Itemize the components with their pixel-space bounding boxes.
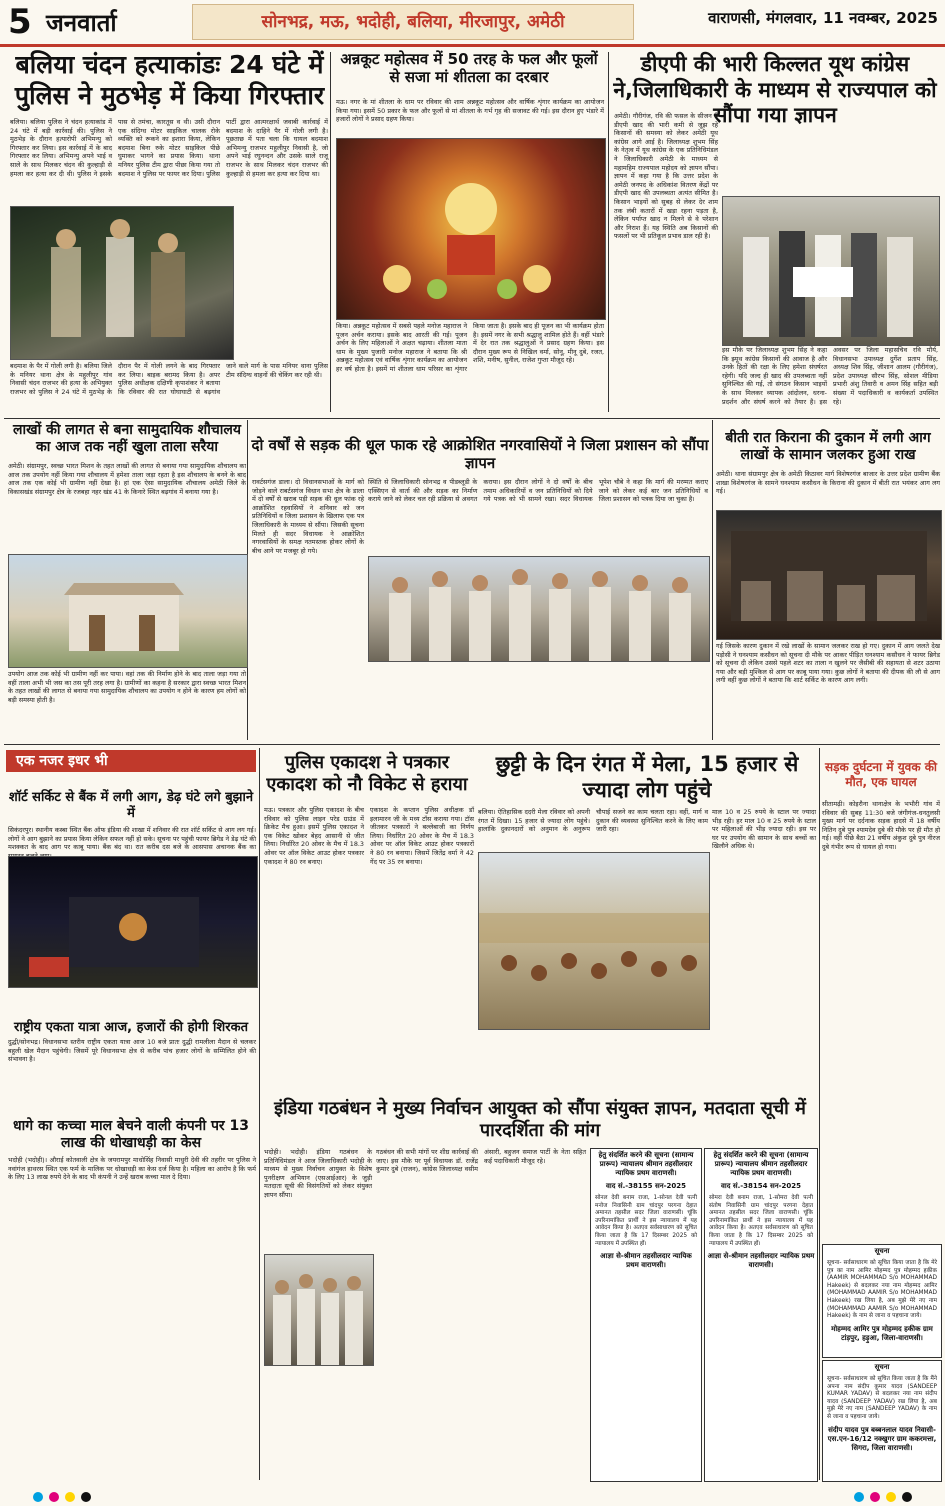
article-body-continued: गठबंधन की सभी मांगों पर शीघ्र कार्रवाई की जाए। इस मौके पर पूर्व विधायक डॉ. राजेंद्र कुमार दुबे (राजन), कांग्रेस जिलाध्यक्ष वसीम अंसारी, बहुजन समाज पार्टी के नेता सहित कई पदाधिकारी मौजूद रहे।: [376, 1148, 586, 1174]
article-body: मऊ। पत्रकार और पुलिस एकादश के बीच रविवार को पुलिस लाइन परेड ग्राउंड में क्रिकेट मैच हुआ। इसमें पुलिस एकादश ने एक विकेट खोकर बेहद आसानी से जीत लिया। निर्धारित 20 ओवर के मैच में 18.3 ओवर पर ऑल विकेट आउट होकर पत्रकार एकादश ने 80 रन बनाए।: [264, 806, 364, 866]
notice-title: हेतु संदर्शित करने की सूचना (सामान्य प्रारूप) न्यायालय श्रीमान तहसीलदार न्यायिक प्रथम वाराणसी।: [713, 1151, 809, 1177]
notice-body: सोनल देवी बनाम राजा, 1-सोनल देवी पत्नी मनोज निवासिनी ग्राम चांदपुर परगना देहात अमानत तहसील सदर जिला वाराणसी। चूंकि उपरिनामांकित प्रार्थी ने इस न्यायालय में यह आवेदन किया है। अतएव सर्वसाधारण को सूचित किया जाता है कि 17 दिसम्बर 2025 को न्यायालय में उपस्थित हों।: [595, 1195, 697, 1247]
notice-title: सूचना: [874, 1363, 890, 1371]
notice-case: वाद सं.-38154 सन-2025: [721, 1182, 801, 1190]
news-photo: [716, 510, 942, 640]
article-body-continued: एकादश के कप्तान पुलिस अधीक्षक डॉ इलामारन जी के मध्य टॉस कराया गया। टॉस जीतकर पत्रकारों ने बल्लेबाजी का निर्णय लिया। निर्धारित 20 ओवर के मैच में 18.3 ओवर पर ऑल विकेट आउट होकर पत्रकारों ने 80 रन बनाया। जिसमें जितेंद्र वर्मा ने 42 गेंद पर 35 रन बनाया।: [370, 806, 474, 866]
article-body: सीतामढ़ी। कोइरौना थानाक्षेत्र के भभौरी गांव में रविवार की सुबह 11:30 बजे जंगीगंज-धनतुलसी मुख्य मार्ग पर दर्दनाक सड़क हादसे में 18 वर्षीय नितिन दुबे पुत्र श्यामदेव दुबे की मौके पर ही मौत हो गई। वहीं पीछे बैठा 21 वर्षीय अंकुश दुबे पुत्र नीरज दुबे गंभीर रूप से घायल हो गया।: [822, 800, 940, 851]
news-photo: [336, 138, 606, 320]
column-rule: [608, 52, 609, 412]
news-photo: [8, 554, 248, 668]
article-body-continued: स्थिति से जिलाधिकारी सोनभद्र व पीडब्लूडी के एक्सिएन से वार्ता की और सड़क का निर्माण कराये जाने को लेकर चल रही प्रक्रिया से अवगत कराया। इस दौरान लोगों ने दो वर्षों के बीच तमाम अधिकारियों व जन प्रतिनिधियों को दिये गये पत्रक को भी सामने रखा। सदर विधायक भूपेश चौबे ने कहा कि मार्ग की मरम्मत कराए जाने को लेकर कई बार जन प्रतिनिधियों व जिला प्रशासन को पत्रक दिया जा चुका है।: [368, 478, 708, 504]
article-body: भदोही (भदोही)। औराई कोतवाली क्षेत्र के जयरामपुर माधोसिंह निवासी माधुरी देवी की तहरीर पर पुलिस ने नवांगंज हाथरस स्थित एक फर्म के मालिक पर धोखाधड़ी का केस दर्ज किया है। महिला का आरोप है कि फर्म के लिए 13 लाख रुपये देने के बाद भी कंपनी ने उन्हें खराब कच्चा माल दे दिया।: [8, 1156, 256, 1182]
page-number: 5: [8, 2, 32, 42]
article-body: रावर्टसगंज डाला। दो विधानसभाओं के मार्ग को जोड़ने वाले राबर्टसगंज विधान सभा क्षेत्र के डाला में दो वर्षों से खराब पड़ी सड़क की धूल फांक रहे आक्रोशित रहवासियों ने शनिवार को जन प्रतिनिधियों व जिला प्रशासन के खिलाफ एक पत्र जिलाधिकारी के माध्यम से सौंपा। जिसकी सूचना मिलते ही सदर विधायक ने आक्रोशित नगरवासियों के समक्ष नतमस्तक होकर लोगों के बीच आने पर मजबूर हो गये।: [252, 478, 364, 555]
article-body-continued: इस मौके पर जिलाध्यक्ष शुभम सिंह ने कहा कि झ्यूथ कांग्रेस किसानों की आवाज है और उनके हितों की रक्षा के लिए हमेशा संघर्षरत रहेगी। यदि जल्द ही खाद की उपलब्धता नहीं सुनिश्चित की गई, तो संगठन किसान भाइयों के साथ मिलकर व्यापक आंदोलन, धरना-प्रदर्शन और संघर्ष करने को तैयार है। इस अवसर पर जिला महासचिव रवि मौर्य, विधानसभा उपाध्यक्ष दुर्गेश प्रताप सिंह, अध्यक्ष शिव सिंह, जीशान आलम (गौरीगंज), प्रदेश उपाध्यक्ष सौरभ सिंह, सोशल मीडिया प्रभारी अंशु तिवारी व अमन सिंह सहित बड़ी संख्या में पदाधिकारी व कार्यकर्ता उपस्थित रहे।: [722, 346, 938, 406]
article-body: अमेठी। थाना संग्रामपुर क्षेत्र के अमेठी किठावर मार्ग विशेषरगंज बाजार के उत्तर प्रदेश ग्रामीण बैंक शाखा विशेषरगंज के सामने घनश्याम कसौधन के किराना की दुकान में बीती रात भयंकर आग लग गई।: [716, 470, 940, 496]
article-headline: धागे का कच्चा माल बेचने वाली कंपनी पर 13 लाख की धोखाधड़ी का केस: [13, 1118, 249, 1152]
article-headline: राष्ट्रीय एकता यात्रा आज, हजारों की होगी शिरकत: [14, 1020, 248, 1035]
article-body-side: [264, 1368, 372, 1480]
district-list: सोनभद्र, मऊ, भदोही, बलिया, मीरजापुर, अमेठी: [261, 12, 565, 32]
memorandum-photo-graphic: [723, 197, 939, 345]
burnt-shop-graphic: [717, 511, 941, 639]
article-body: अमेठी। गौरीगंज, रवि की फसल के सीजन में डीएपी खाद की भारी कमी से जूझ रहे किसानों की समस्या को लेकर अमेठी यूथ कांग्रेस आगे आई है। जिलाध्यक्ष शुभम सिंह के नेतृत्व में यूथ कांग्रेस के एक प्रतिनिधिमंडल ने जिलाधिकारी अमेठी के माध्यम से महामहिम राज्यपाल महोदय को ज्ञापन सौंपा। ज्ञापन में कहा गया है कि उत्तर प्रदेश के अमेठी जनपद के अधिकांश वितरण केंद्रों पर डीएपी खाद की उपलब्धता अत्यंत सीमित है। किसान भाइयों को सुबह से लेकर देर शाम तक लंबी कतारों में खड़ा रहना पड़ता है, लेकिन पर्याप्त खाद न मिलने से वे परेशान और निराश हैं। यह स्थिति अब किसानों की फसलों पर भी प्रतिकूल प्रभाव डाल रही है।: [614, 112, 718, 241]
news-photo: [478, 852, 710, 1030]
column-rule: [259, 748, 260, 1480]
temple-photo-graphic: [337, 139, 605, 319]
police-photo-graphic: [11, 207, 233, 359]
notice-body: सूचना- सर्वसाधारण को सूचित किया जाता है कि मेरे पुत्र का नाम आमिर मोहम्मद पुत्र मोहम्मद हकीक (AAMIR MOHAMMAD S/o MOHAMMAD Hakeek) से बदलकर नया नाम मोहम्मद आमिर (MOHAMMAD AAMIR S/o MOHAMMAD Hakeek) रख लिया है, अब मुझे मेरे नए नाम (MOHAMMAD AAMIR S/o MOHAMMAD Hakeek) के नाम से जाना व पहचाना जाये।: [827, 1260, 937, 1320]
news-photo: [368, 556, 710, 662]
article-body-side: [478, 1030, 708, 1094]
bank-fire-night-graphic: [9, 857, 257, 987]
article-body: दुद्धी/सोनभद्र। विधानसभा स्तरीय राष्ट्रीय एकता यात्रा आज 10 बजे प्रातः दुद्धी रामलीला मैदान से चलकर बहुली खेल मैदान पहुंचेगी। जिसमें पूरे विधानसभा क्षेत्र से करीब पांच हजार लोगों के सम्मिलित होने की संभावना है।: [8, 1038, 256, 1064]
column-rule: [819, 748, 820, 1480]
paper-name: जनवार्ता: [46, 9, 117, 37]
news-photo: [264, 1254, 374, 1366]
article-body-side: [8, 990, 256, 1018]
article-body-continued: माल 10 व 25 रुपये के स्टाल पर ज्यादा भीड़ रही। हर माल 10 व 25 रुपये के स्टाल पर महिलाओं की भीड़ ज्यादा रही। इस पर घर पर उपयोग की सामान के साथ बच्चों का खिलौने अधिक थे।: [712, 808, 816, 851]
notice-sign: मोहम्मद आमिर पुत्र मोहम्मद हकीक ग्राम टांड़पुर, हड़ुआ, जिला-वाराणसी।: [831, 1324, 933, 1342]
section-rule: [4, 744, 940, 745]
notice-sign: आज्ञा से-श्रीमान तहसीलदार न्यायिक प्रथम वाराणसी।: [707, 1252, 815, 1270]
notice-sign: संदीप यादव पुत्र बब्बनलाल यादव निवासी-एस.एन-16/12 नक्खुगर ग्राम ककरमत्ता, सिगरा, जिला वाराणसी।: [827, 1425, 937, 1452]
section-kicker: एक नजर इधर भी: [6, 750, 256, 772]
dateline: वाराणसी, मंगलवार, 11 नवम्बर, 2025: [708, 9, 938, 27]
article-headline: पुलिस एकादश ने पत्रकार एकादश को नौ विकेट से हराया: [266, 752, 468, 795]
crowd-photo-graphic: [369, 557, 709, 661]
article-headline: छुट्टी के दिन रंगत में मेला, 15 हजार से ज्यादा लोग पहुंचे: [495, 752, 799, 802]
article-headline: लाखों की लागत से बना सामुदायिक शौचालय का आज तक नहीं खुला ताला सरैया: [13, 422, 241, 456]
notice-title: हेतु संदर्शित करने की सूचना (सामान्य प्रारूप) न्यायालय श्रीमान तहसीलदार न्यायिक प्रथम वाराणसी।: [598, 1151, 694, 1177]
article-body-continued: किया। अन्नकूट महोत्सव में सबसे पहले मनोज महाराज ने पूजन अर्चन कराया। इसके बाद आरती की गई। पूजन अर्चन के लिए महिलाओं ने अक्षत चढ़ाया। शीतला माता धाम के मुख्य पुजारी मनोज महाराज ने बताया कि श्री अन्नकूट महोत्सव एवं वार्षिक शृंगार कार्यक्रम का आयोजन हर वर्ष होता है। इसमें मां शीतला धाम परिसर का शृंगार किया जाता है। इसके बाद ही पूजन का भी कार्यक्रम होता है। इसमें नगर के सभी श्रद्धालु शामिल होते हैं। वहीं भंडारे में देर रात तक श्रद्धालुओं ने प्रसाद ग्रहण किया। इस दौरान मुख्य रूप से निखिल वर्मा, सोनू, मीनू दुबे, रजत, शशि, मनीष, सुनील, राजेश गुप्ता मौजूद रहे।: [336, 322, 604, 373]
toilet-building-graphic: [9, 555, 247, 667]
article-body-continued: गई जिसके कारण दुकान में रखे लाखों के सामान जलकर राख हो गए। दुकान में आग जलते देख पड़ोसी ने घनश्याम कसौधन को सूचना दी मौके पर आकर पीड़ित घनश्याम कसौधन ने फायर ब्रिगेड को सूचना दी लेकिन उससे पहले शटर का ताला न खुलने पर जैसीबी की सहायता से शटर उठाया गया और बड़ी मुश्किल से आग पर काबू पाया गया। कुछ लोगों ने बताया की दीपक की लौ से आग लगी वहीं कुछ लोगों ने बताया कि शार्ट सर्किट के कारण आग लगी।: [716, 642, 940, 685]
column-rule: [712, 420, 713, 740]
article-headline: अन्नकूट महोत्सव में 50 तरह के फल और फूलों से सजा मां शीतला का दरबार: [340, 50, 598, 87]
legal-notice: [704, 1148, 818, 1482]
article-body: बलिया। बलिया पुलिस ने चंदन हत्याकांड में 24 घंटे में बड़ी कार्रवाई की। पुलिस ने मुठभेड़ के दौरान हत्यारोपी अभिमन्यु को गिरफ्तार कर लिया। इस कार्रवाई में के बाद गिरफ्तार कर लिया। अभिमन्यु अपने भाई व साले के साथ मिलकर चंदन की कुल्हाड़ी से हमला कर हत्या कर दी थी। पुलिस ने इसके पास से तमंचा, कारतूस व थी। उसी दौरान एक संदिग्ध मोटर साइकिल चालक रोके व्यक्ति को रूकने का इशारा किया, लेकिन बदमाश बिना रुके मोटर साइकिल पीछे घुमाकर भागने का प्रयास किया। थाना मनियर पुलिस टीम द्वारा पीछा किया गया तो बदमाश ने पुलिस पर फायर कर दिया। पुलिस पार्टी द्वारा आत्मरक्षार्थ जवाबी कार्रवाई में बदमाश के दाहिने पैर में गोली लगी है। पूछताछ में पता चला कि घायल बदमाश अभिमन्यु राजभर महुलीपुर निवासी है, जो अपने भाई रघुनन्दन और उसके साले राजू राजभर के साथ मिलकर चंदन राजभर की कुल्हाड़ी से हमला कर हत्या कर दिया था।: [10, 118, 328, 178]
name-change-notice: [822, 1244, 942, 1358]
article-body: भदोही। भदोही। इंडिया गठबंधन के प्रतिनिधिमंडल ने आज जिलाधिकारी भदोही के माध्यम से मुख्य निर्वाचन आयुक्त के विशेष पुनरीक्षण अभियान (एसआईआर) के जुड़ी मतदाता सूची की विसंगतियों को लेकर संयुक्त ज्ञापन सौंपा।: [264, 1148, 372, 1199]
article-body-side: [368, 664, 708, 740]
notice-body: सूचना- सर्वसाधारण को सूचित किया जाता है कि मैंने अपना नाम संदीप कुमार यादव (SANDEEP KUMAR YADAV) से बदलकर नया नाम संदीप यादव (SANDEEP YADAV) रख लिया है, अब मुझे मेरे नए नाम (SANDEEP YADAV) के नाम से जाना व पहचाना जाये।: [827, 1376, 937, 1420]
news-photo: [8, 856, 258, 988]
article-body: अमेठी। संग्रामपुर, स्वच्छ भारत मिशन के तहत लाखों की लागत से बनाया गया सामुदायिक शौचालय का आज तक उपयोग नहीं किया गया शौचालय में हमेशा ताला जड़ा रहता है इस शौचालय के बनने के बाद आज तक एक कोई भी ग्रामीण नहीं देखा है। हां एक ऐसा सामुदायिक शौचालय अमेठी जिले के विकासखंड संग्रामपुर क्षेत्र के रजबहा नहर खंड 41 के किनारे स्थित बढ़गांव में बनाया गया है।: [8, 462, 246, 496]
article-body: मऊ। नगर के मां शीतला के धाम पर रविवार की शाम अन्नकूट महोत्सव और वार्षिक शृंगार कार्यक्रम का आयोजन किया गया। इसमें 50 प्रकार के फल और फूलों से मां शीतला के गर्भ गृह की सजावट की गई। इस दौरान हुए भंडारे में हजारों लोगों ने प्रसाद ग्रहण किया।: [336, 98, 604, 124]
article-headline: शॉर्ट सर्किट से बैंक में लगी आग, डेढ़ घंटे लगे बुझाने में: [8, 790, 254, 821]
color-registration-marks-right: [851, 1487, 915, 1506]
article-headline: बीती रात किराना की दुकान में लगी आग लाखों के सामान जलकर हुआ राख: [725, 430, 931, 464]
column-rule: [330, 52, 331, 412]
print-registration-bar: [0, 1484, 945, 1502]
alliance-photo-graphic: [265, 1255, 373, 1365]
notice-body: सोमरा देवी बनाम राजा, 1-सोमरा देवी पत्नी संतोष निवासिनी ग्राम चांदपुर परगना देहात अमानत तहसील सदर जिला वाराणसी। चूंकि उपरिनामांकित प्रार्थी ने इस न्यायालय में यह आवेदन किया है। अतएव सर्वसाधारण को सूचित किया जाता है कि 17 दिसम्बर 2025 को न्यायालय में उपस्थित हों।: [709, 1195, 813, 1247]
article-headline: सड़क दुर्घटना में युवक की मौत, एक घायल: [824, 760, 938, 789]
color-registration-marks-left: [30, 1487, 94, 1506]
article-body-side: [236, 206, 328, 358]
district-band: [192, 4, 634, 40]
article-body: बलिया। ऐतिहासिक ददरी मेला रविवार को अपनी रंगत में दिखा। 15 हजार से ज्यादा लोग पहुंचे। हालांकि दुकानदारों को अनुमान के अनुरूप चौपाई सजने का काम चलता रहा। वहीं, मार्ग व दुकान की व्यवस्था सुनिश्चित करने के लिए काम जारी रहा।: [478, 808, 708, 834]
article-body: सिकंदरपुर। स्थानीय कस्बा स्थित बैंक ऑफ इंडिया की शाखा में शनिवार की रात शॉर्ट सर्किट से आग लग गई। लोगों ने आग बुझाने का प्रयास किया लेकिन सफल नहीं हो सके। सूचना पर पहुंची फायर ब्रिगेड ने डेढ़ घंटे की मशक्कत के बाद आग पर काबू पाया। बैंक बंद था। रात करीब दस बजे के आसपास अचानक बैंक का: [8, 826, 256, 852]
news-photo: [10, 206, 234, 360]
fair-crowd-graphic: [479, 853, 709, 1029]
article-headline: डीएपी की भारी किल्लत यूथ कांग्रेस ने,जिलाधिकारी के माध्यम से राज्यपाल को सौंपा गया ज्ञापन: [613, 52, 937, 128]
article-headline: इंडिया गठबंधन ने मुख्य निर्वाचन आयुक्त को सौंपा संयुक्त ज्ञापन, मतदाता सूची में पारदर्शिता की मांग: [274, 1098, 806, 1141]
name-change-notice: [822, 1360, 942, 1482]
news-photo: [722, 196, 940, 346]
article-headline: दो वर्षों से सड़क की धूल फाक रहे आक्रोशित नगरवासियों ने जिला प्रशासन को सौंपा ज्ञापन: [251, 436, 709, 473]
article-body-continued: उपयोग आज तक कोई भी ग्रामीण नहीं कर पाया। वहां तक की निर्माण होने के बाद ताला जड़ा गया तो वहीं ताला अभी भी जस का तस पूरी तरह लगा है। ग्रामीणों का कहना है सरकार द्वारा स्वच्छ भारत मिशन के तहत लाखों की लागत से बनाया गया सामुदायिक शौचालय का उपयोग न होने के कारण हम लोगों को बड़ी समस्या होती है।: [8, 670, 246, 704]
legal-notice: [590, 1148, 702, 1482]
article-headline: बलिया चंदन हत्याकांडः 24 घंटे में पुलिस ने मुठभेड़ में किया गिरफ्तार: [14, 50, 325, 110]
notice-sign: आज्ञा से-श्रीमान तहसीलदार न्यायिक प्रथम वाराणसी।: [600, 1252, 692, 1270]
article-body-side: [722, 112, 938, 194]
notice-case: वाद सं.-38155 सन-2025: [606, 1182, 686, 1190]
section-rule: [4, 418, 940, 419]
article-body-continued: बदमाश के पैर में गोली लगी है। बलिया जिले के मनियर थाना क्षेत्र के महुलीपुर गांव निवासी चंदन राजभर की हत्या के अभियुक्त राजभर को पुलिस ने 24 घंटे में मुठभेड़ के दौरान पैर में गोली लगने के बाद गिरफ्तार कर लिया। बाइक बरामद किया है। अपर पुलिस अधीक्षक दक्षिणी कृपाशंकर ने बताया कि रविवार की रात घोघाघाटी से बढ़गांव जाने वाले मार्ग के पास मनियर थाना पुलिस टीम संदिग्ध वाहनों की चेकिंग कर रही थी।: [10, 362, 328, 396]
notice-title: सूचना: [874, 1247, 890, 1255]
